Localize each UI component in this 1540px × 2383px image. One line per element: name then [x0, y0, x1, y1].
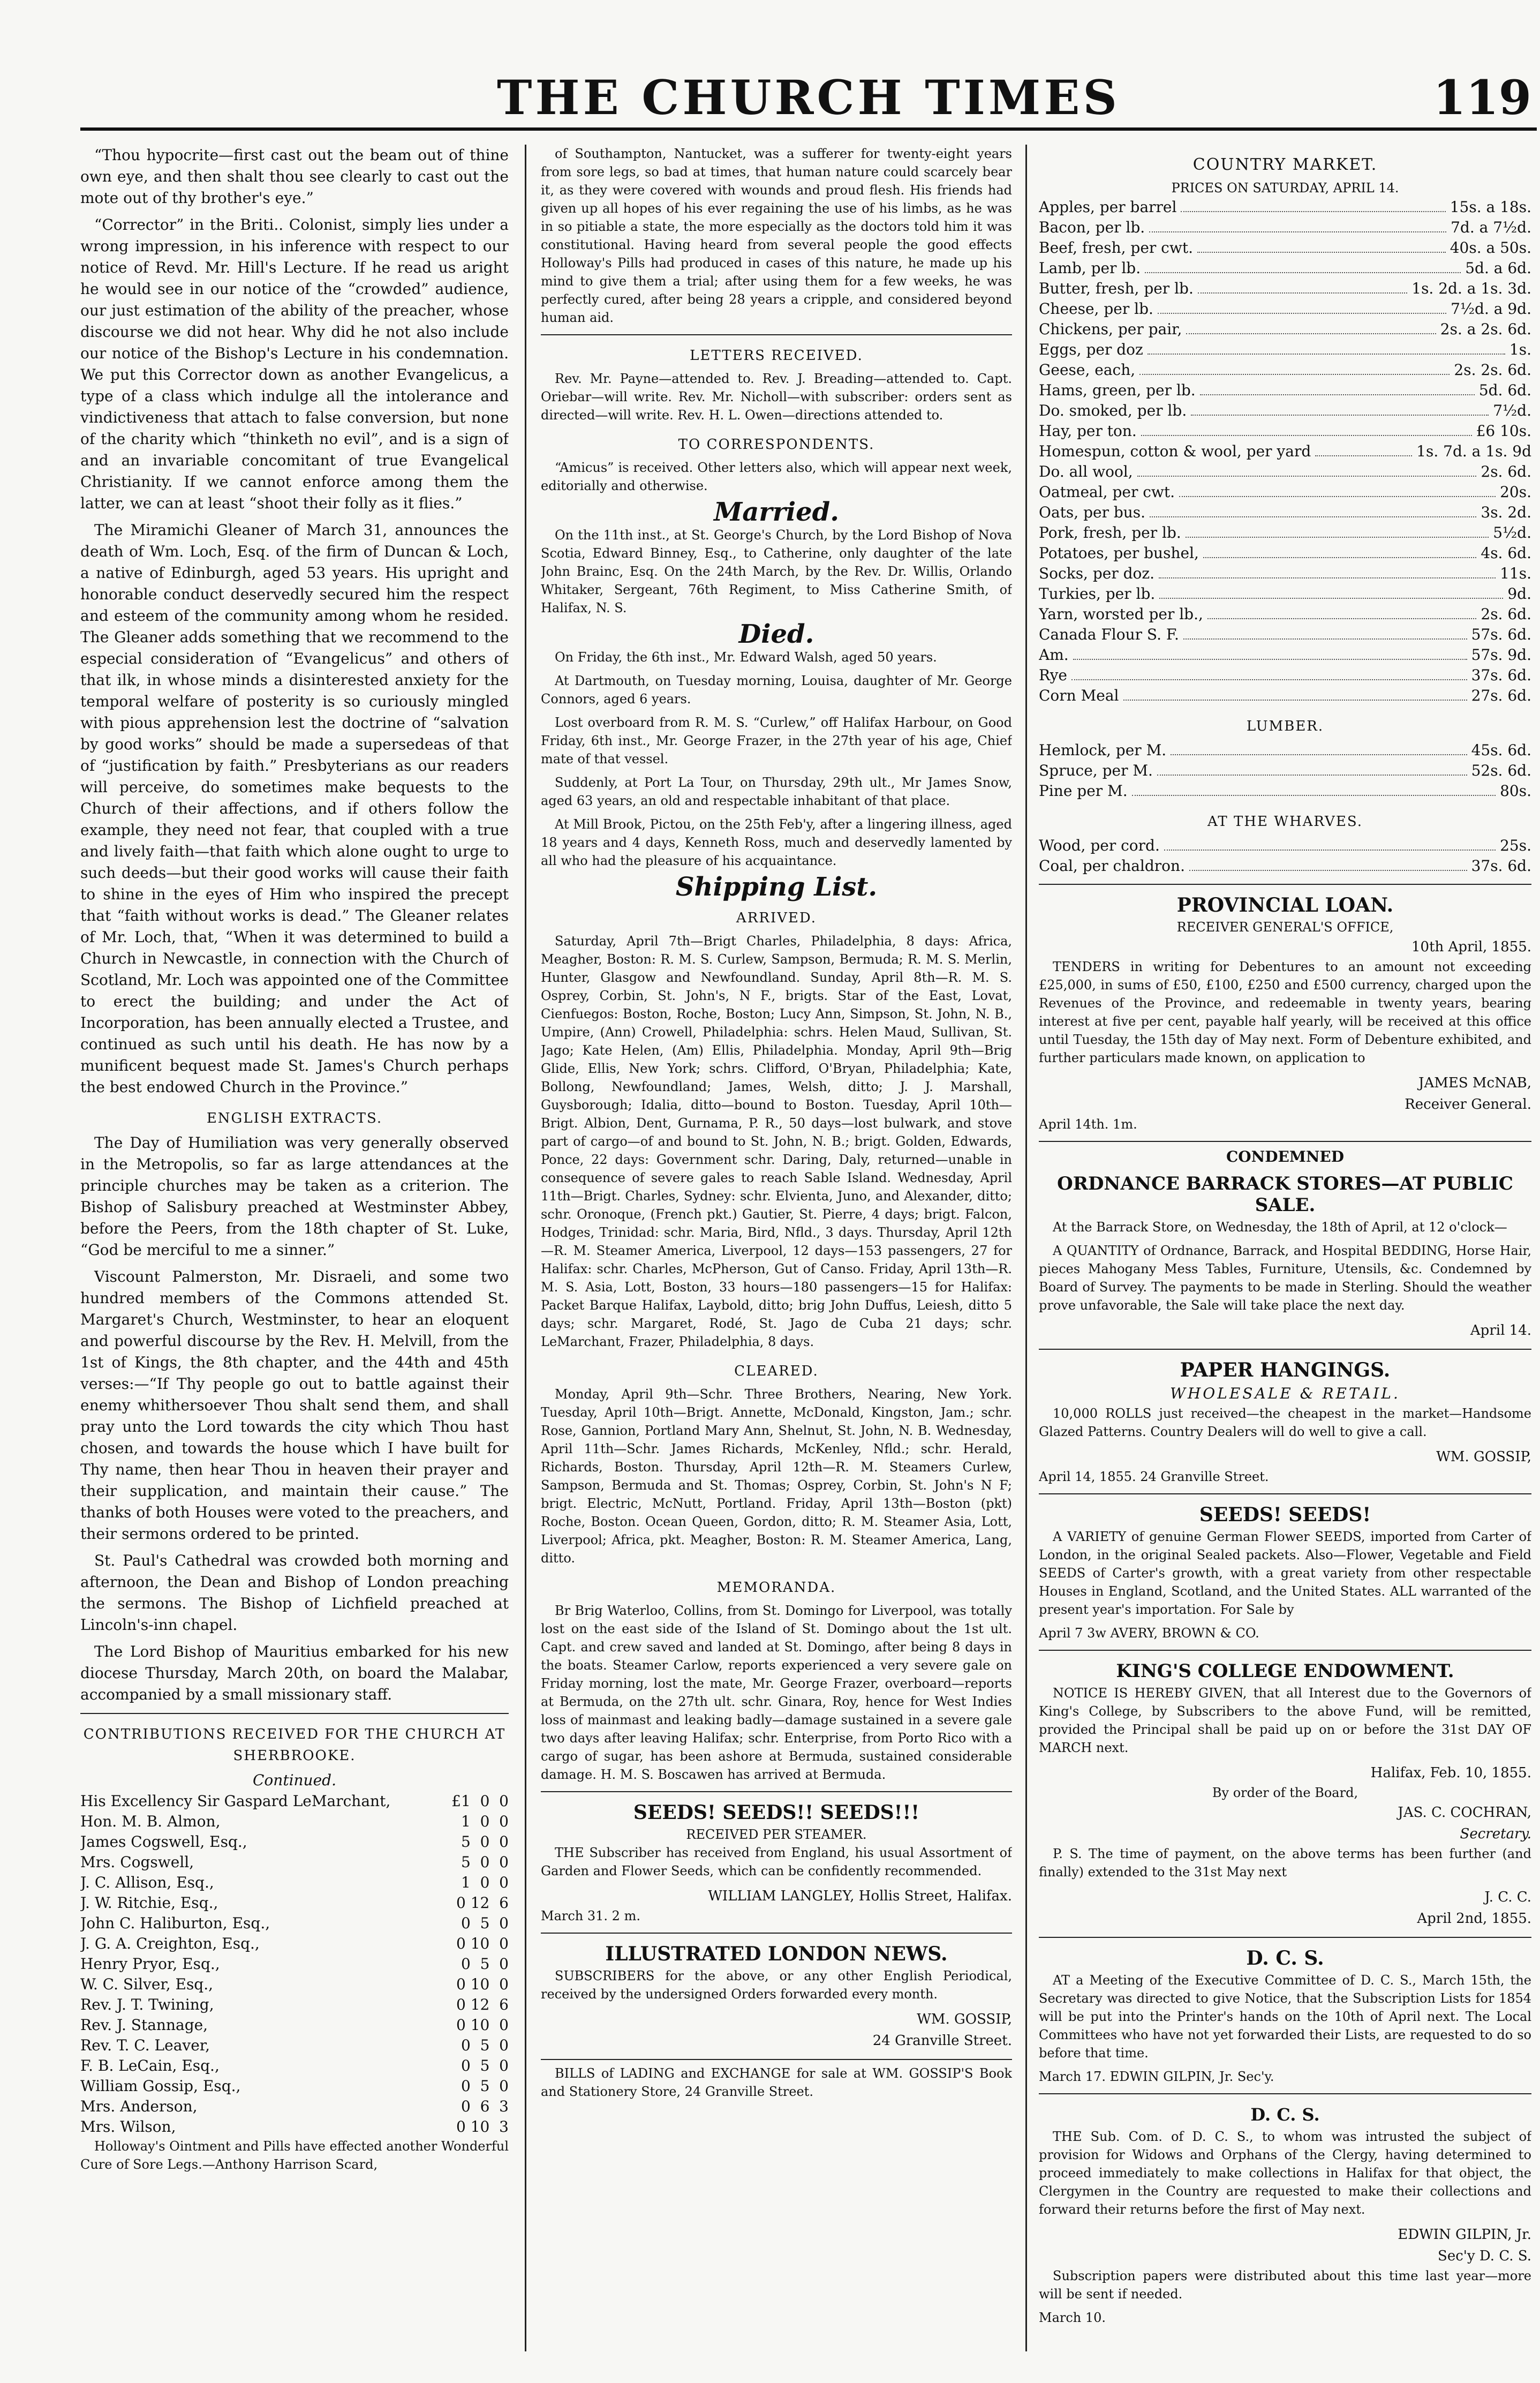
contribution-row-label: J. W. Ritchie, Esq.,	[80, 1894, 218, 1912]
contribution-row-value: £1 0 0	[451, 1792, 509, 1810]
loan-signature-title: Receiver General.	[1405, 1096, 1531, 1112]
market-row-value: 5½d.	[1493, 524, 1531, 542]
letters-received-heading: LETTERS RECEIVED.	[690, 348, 863, 364]
leader-dots	[1073, 645, 1467, 660]
contribution-row-value: 0 10 0	[456, 1975, 509, 1993]
leader-dots	[1139, 360, 1450, 375]
contribution-row	[80, 2117, 509, 2137]
lumber-row-label: Hemlock, per M.	[1039, 741, 1167, 759]
market-row-label: Beef, fresh, per cwt.	[1039, 239, 1193, 257]
market-row-value: 2s. 2s. 6d.	[1454, 361, 1531, 379]
lumber-row	[1039, 740, 1531, 761]
contribution-row-label: His Excellency Sir Gaspard LeMarchant,	[80, 1792, 391, 1810]
leader-dots	[1071, 665, 1467, 680]
contribution-row-value: 0 6 3	[461, 2098, 509, 2115]
lumber-row-value: 52s. 6d.	[1471, 762, 1531, 779]
market-row-value: 1s. 7d. a 1s. 9d	[1416, 442, 1531, 460]
leader-dots	[1158, 299, 1446, 314]
leader-dots	[1171, 740, 1467, 755]
contributions-list	[80, 1791, 509, 2137]
paragraph-palmerston: Viscount Palmerston, Mr. Disraeli, and some two hundred members of the Commons attended St. Margaret's Church, Westminster, to hear an eloquent and powerful discourse by the Rev. H. Melvill, from the 1st of Kings, the 8th chapter, and the 44th and 45th verses:—“If Thy people go out to battle against their enemy whithersoever Thou shalt send them, and shall pray unto the Lord towards the city which Thou hast chosen, and towards the house which I have built for Thy name, then hear Thou in heaven their prayer and their supplication, and maintain their cause.” The thanks of both Houses were voted to the preachers, and their sermons ordered to be printed.	[80, 1268, 509, 1543]
contribution-row-label: Rev. J. T. Twining,	[80, 1996, 214, 2013]
market-row-label: Turkies, per lb.	[1039, 585, 1156, 603]
market-row-value: 57s. 9d.	[1471, 646, 1531, 664]
lumber-row-value: 80s.	[1500, 782, 1531, 800]
newspaper-title: THE CHURCH TIMES	[497, 70, 1120, 125]
contribution-row-label: Rev. T. C. Leaver,	[80, 2036, 210, 2054]
contribution-row-label: Mrs. Cogswell,	[80, 1853, 194, 1871]
contribution-row	[80, 2056, 509, 2076]
market-row-value: 4s. 6d.	[1481, 544, 1531, 562]
market-row	[1039, 523, 1531, 543]
leader-dots	[1157, 761, 1467, 776]
contribution-row	[80, 1832, 509, 1852]
contributions-continued: Continued.	[253, 1771, 336, 1789]
leader-dots	[1189, 856, 1467, 871]
market-row	[1039, 584, 1531, 604]
contribution-row-label: William Gossip, Esq.,	[80, 2077, 241, 2095]
contribution-row-label: J. C. Allison, Esq.,	[80, 1874, 214, 1891]
kings-college-heading: KING'S COLLEGE ENDOWMENT.	[1116, 1660, 1454, 1682]
arrived-list: Saturday, April 7th—Brigt Charles, Philadelphia, 8 days: Africa, Meagher, Boston: R. M. S. Curlew, Sampson, Bermuda; R. M. S. Merlin, Hunter, Glasgow and Newfoundland. Sunday, April 8th—R. M. S. Osprey, Corbin, St. John's, N F., brigts. Star of the East, Lovat, Cienfuegos: Boston, Roche, Boston; Lucy Ann, Simpson, St. John, N. B., Umpire, (Ann) Crowell, Philadelphia: schrs. Helen Maud, Sullivan, St. Jago; Kate Helen, (Am) Ellis, Philadelphia. Monday, April 9th—Brig Glide, Ellis, New York; schrs. Clifford, O'Bryan, Philadelphia; Kate, Bollong, Newfoundland; James, Welsh, ditto; J. J. Marshall, Guysborough; Idalia, ditto—bound to Boston. Tuesday, April 10th—Brigt. Albion, Dent, Gurnama, P. R., 50 days—lost bulwark, and stove part of cargo—of and bound to St. John, N. B.; brigt. Golden, Edwards, Ponce, 22 days: Government schr. Daring, Daly, returned—unable in consequence of severe gales to reach Sable Island. Wednesday, April 11th—Brigt. Charles, Sydney: schr. Elvienta, Juno, and Alexander, ditto; schr. Oronoque, (French pkt.) Gautier, St. Pierre, 4 days; brigt. Falcon, Hodges, Trinidad: schr. Maria, Bird, Nfld., 3 days. Thursday, April 12th—R. M. Steamer America, Liverpool, 12 days—153 passengers, 27 for Halifax: schr. Charles, McPherson, Gut of Canso. Friday, April 13th—R. M. S. Asia, Lott, Boston, 33 hours—180 passengers—15 for Halifax: Packet Barque Halifax, Laybold, ditto; brig John Duffus, Leiesh, ditto 5 days; schr. Margaret, Rodé, St. Jago de Cuba 21 days; schr. LeMarchant, Frazer, Philadelphia, 8 days.	[541, 934, 1012, 1349]
leader-dots	[1150, 502, 1476, 517]
market-row	[1039, 502, 1531, 523]
leader-dots	[1197, 238, 1446, 253]
illustrated-london-news-advert	[541, 1933, 1012, 2051]
contribution-row	[80, 2076, 509, 2096]
died-notice-3: Lost overboard from R. M. S. “Curlew,” off Halifax Harbour, on Good Friday, 6th inst., Mr. George Frazer, in the 27th year of his age, Chief mate of that vessel.	[541, 715, 1012, 766]
loan-office: RECEIVER GENERAL'S OFFICE,	[1176, 920, 1394, 935]
column-rule	[525, 145, 526, 2351]
wharves-row-value: 25s.	[1500, 837, 1531, 854]
market-row-label: Am.	[1039, 646, 1069, 664]
market-row-value: 1s.	[1509, 341, 1531, 358]
market-row-label: Homespun, cotton & wool, per yard	[1039, 442, 1311, 460]
wharves-price-list	[1039, 836, 1531, 876]
seeds-date: March 31. 2 m.	[541, 1908, 640, 1923]
paragraph-bishop-mauritius: The Lord Bishop of Mauritius embarked for his new diocese Thursday, March 20th, on board the Malabar, accompanied by a small missionary staff.	[80, 1643, 509, 1703]
contribution-row	[80, 1852, 509, 1873]
market-row-label: Eggs, per doz	[1039, 341, 1143, 358]
market-row	[1039, 543, 1531, 563]
leader-dots	[1148, 340, 1505, 355]
kings-college-advert	[1039, 1650, 1531, 1929]
provincial-loan-advert	[1039, 884, 1531, 1133]
newspaper-page	[80, 64, 1537, 2367]
market-row	[1039, 380, 1531, 401]
kings-college-ps-signature: J. C. C.	[1484, 1889, 1531, 1905]
dcs-body: AT a Meeting of the Executive Committee of D. C. S., March 15th, the Secretary was directed to give Notice, that the Subscription Lists for 1854 will be put into the Printer's hands on the 10th of April next. The Local Committees who have not yet forwarded their Lists, are requested to do so before that time.	[1039, 1973, 1531, 2061]
died-notice-5: At Mill Brook, Pictou, on the 25th Feb'y, after a lingering illness, aged 18 years and 4 days, Kenneth Ross, much and deservedly lamented by all who had the pleasure of his acquaintance.	[541, 817, 1012, 868]
market-row-value: 3s. 2d.	[1481, 503, 1531, 521]
letters-received: Rev. Mr. Payne—attended to. Rev. J. Breading—attended to. Capt. Oriebar—will write. Rev. Mr. Nicholl—with subscriber: orders sent as directed—will write. Rev. H. L. Owen—directions attended to.	[541, 371, 1012, 423]
contribution-row-value: 0 12 6	[456, 1996, 509, 2013]
contribution-row	[80, 1974, 509, 1995]
market-row-value: 27s. 6d.	[1471, 687, 1531, 704]
kings-college-secretary: Secretary.	[1460, 1826, 1531, 1842]
leader-dots	[1179, 482, 1496, 497]
married-notices: On the 11th inst., at St. George's Church, by the Lord Bishop of Nova Scotia, Edward Binney, Esq., to Catherine, only daughter of the late John Brainc, Esq. On the 24th March, by the Rev. Dr. Willis, Orlando Whitaker, Sergeant, 76th Regiment, to Miss Catherine Smith, of Halifax, N. S.	[541, 528, 1012, 615]
market-row-label: Oatmeal, per cwt.	[1039, 483, 1175, 501]
leader-dots	[1145, 258, 1461, 273]
divider	[80, 1713, 509, 1714]
lumber-price-list	[1039, 740, 1531, 801]
column-rule	[1025, 145, 1027, 2351]
market-row-label: Potatoes, per bushel,	[1039, 544, 1199, 562]
kings-college-order: By order of the Board,	[1212, 1785, 1358, 1800]
married-heading: Married.	[714, 497, 839, 527]
market-row-label: Oats, per bus.	[1039, 503, 1146, 521]
contribution-row-value: 0 5 0	[461, 2057, 509, 2074]
leader-dots	[1207, 604, 1476, 619]
loan-footer: April 14th. 1m.	[1039, 1117, 1137, 1132]
leader-dots	[1315, 441, 1412, 456]
died-notice-1: On Friday, the 6th inst., Mr. Edward Walsh, aged 50 years.	[555, 650, 937, 665]
leader-dots	[1183, 625, 1467, 640]
contribution-row	[80, 2096, 509, 2117]
market-row	[1039, 421, 1531, 441]
market-row-label: Lamb, per lb.	[1039, 259, 1141, 277]
lumber-row-label: Spruce, per M.	[1039, 762, 1153, 779]
contribution-row	[80, 1791, 509, 1811]
contribution-row-value: 1 0 0	[461, 1813, 509, 1830]
seeds-signature: WILLIAM LANGLEY, Hollis Street, Halifax.	[708, 1888, 1012, 1904]
paper-hangings-heading: PAPER HANGINGS.	[1180, 1359, 1391, 1381]
market-row	[1039, 279, 1531, 299]
leader-dots	[1186, 319, 1436, 334]
contribution-row-value: 0 5 0	[461, 1914, 509, 1932]
contribution-row-value: 0 12 6	[456, 1894, 509, 1912]
dcs-footer: March 17. EDWIN GILPIN, Jr. Sec'y.	[1039, 2069, 1274, 2084]
market-row	[1039, 401, 1531, 421]
market-row	[1039, 238, 1531, 258]
english-extracts-heading: ENGLISH EXTRACTS.	[206, 1110, 383, 1126]
lumber-row-label: Pine per M.	[1039, 782, 1128, 800]
wharves-row-value: 37s. 6d.	[1471, 857, 1531, 875]
market-row	[1039, 686, 1531, 706]
market-row-value: 2s. 6d.	[1481, 463, 1531, 480]
dcs2-footer: Subscription papers were distributed about this time last year—more will be sent if needed.	[1039, 2268, 1531, 2302]
market-row-label: Chickens, per pair,	[1039, 320, 1182, 338]
market-row	[1039, 645, 1531, 665]
market-row-label: Apples, per barrel	[1039, 198, 1177, 216]
dcs-widows-advert	[1039, 2093, 1531, 2327]
dcs-heading: D. C. S.	[1246, 1947, 1324, 1969]
divider	[541, 334, 1012, 335]
contribution-row	[80, 1995, 509, 2015]
leader-dots	[1198, 279, 1407, 294]
market-row	[1039, 299, 1531, 319]
paragraph-day-of-humiliation: The Day of Humiliation was very generally observed in the Metropolis, so far as large attendances at the principle churches may be taken as a criterion. The Bishop of Salisbury preached at Westminster Abbey, before the Peers, from the 18th chapter of St. Luke, “God be merciful to me a sinner.”	[80, 1134, 509, 1259]
paper-hangings-footer: April 14, 1855. 24 Granville Street.	[1039, 1469, 1269, 1484]
flower-seeds-body: A VARIETY of genuine German Flower SEEDS, imported from Carter of London, in the original Sealed packets. Also—Flower, Vegetable and Field SEEDS of Carter's growth, with a great variety from other respectable Houses in England, Scotland, and the United States. ALL warranted of the present year's importation. For Sale by	[1039, 1529, 1531, 1617]
paper-hangings-body: 10,000 ROLLS just received—the cheapest in the market—Handsome Glazed Patterns. Country Dealers will do well to give a call.	[1039, 1406, 1531, 1439]
contribution-row-value: 5 0 0	[461, 1833, 509, 1851]
country-market-heading: COUNTRY MARKET.	[1192, 155, 1378, 174]
correspondents-text: “Amicus” is received. Other letters also, which will appear next week, editorially and otherwise.	[541, 460, 1012, 493]
wharves-row-label: Wood, per cord.	[1039, 837, 1160, 854]
contribution-row-value: 0 5 0	[461, 2077, 509, 2095]
contribution-row-value: 0 10 0	[456, 2016, 509, 2034]
market-row-label: Canada Flour S. F.	[1039, 626, 1179, 643]
lumber-row	[1039, 781, 1531, 801]
column-3	[1039, 145, 1531, 2357]
market-row-value: 7½d.	[1493, 402, 1531, 419]
kings-college-ps: P. S. The time of payment, on the above terms has been further (and finally) extended to the 31st May next	[1039, 1846, 1531, 1880]
ordnance-intro: At the Barrack Store, on Wednesday, the 18th of April, at 12 o'clock—	[1053, 1220, 1507, 1235]
contribution-row-label: F. B. LeCain, Esq.,	[80, 2057, 220, 2074]
masthead-rule	[80, 127, 1537, 131]
contributions-heading: CONTRIBUTIONS RECEIVED FOR THE CHURCH AT SHERBROOKE.	[83, 1726, 506, 1764]
leader-dots	[1123, 686, 1467, 701]
market-row	[1039, 625, 1531, 645]
ordnance-body: A QUANTITY of Ordnance, Barrack, and Hospital BEDDING, Horse Hair, pieces Mahogany Mess Tables, Furniture, Utensils, &c. Condemned by Board of Survey. The payments to be made in Sterling. Should the weather prove unfavorable, the Sale will take place the next day.	[1039, 1243, 1531, 1313]
flower-seeds-footer: April 7 3w AVERY, BROWN & CO.	[1039, 1626, 1259, 1641]
dcs-meeting-advert	[1039, 1937, 1531, 2086]
contribution-row	[80, 1934, 509, 1954]
market-row	[1039, 482, 1531, 502]
market-row-label: Bacon, per lb.	[1039, 219, 1145, 236]
flower-seeds-advert	[1039, 1493, 1531, 1642]
correspondents-heading: TO CORRESPONDENTS.	[678, 437, 875, 453]
flower-seeds-heading: SEEDS! SEEDS!	[1199, 1504, 1371, 1526]
masthead	[80, 64, 1537, 129]
leader-dots	[1186, 523, 1489, 538]
wharves-row	[1039, 856, 1531, 876]
died-notice-2: At Dartmouth, on Tuesday morning, Louisa, daughter of Mr. George Connors, aged 6 years.	[541, 673, 1012, 706]
contribution-row-label: W. C. Silver, Esq.,	[80, 1975, 214, 1993]
bills-text: BILLS of LADING and EXCHANGE for sale at WM. GOSSIP'S Book and Stationery Store, 24 Granville Street.	[541, 2066, 1012, 2099]
market-row-label: Hams, green, per lb.	[1039, 381, 1196, 399]
contribution-row-label: Mrs. Wilson,	[80, 2118, 176, 2136]
iln-heading: ILLUSTRATED LONDON NEWS.	[605, 1943, 948, 1965]
market-row-value: 11s.	[1500, 565, 1531, 582]
market-row-label: Butter, fresh, per lb.	[1039, 280, 1194, 297]
leader-dots	[1203, 543, 1476, 558]
lumber-heading: LUMBER.	[1246, 718, 1324, 734]
market-row	[1039, 360, 1531, 380]
page-number: 119	[1433, 70, 1531, 125]
lumber-row-value: 45s. 6d.	[1471, 741, 1531, 759]
market-row-value: 5d. 6d.	[1478, 381, 1531, 399]
leader-dots	[1149, 217, 1446, 232]
market-row-value: 2s. 6d.	[1481, 605, 1531, 623]
died-heading: Died.	[738, 619, 814, 649]
cleared-heading: CLEARED.	[734, 1363, 819, 1379]
kings-college-signature: JAS. C. COCHRAN,	[1398, 1805, 1531, 1821]
lumber-row	[1039, 761, 1531, 781]
cleared-list: Monday, April 9th—Schr. Three Brothers, Nearing, New York. Tuesday, April 10th—Brigt. Annette, McDonald, Kingston, Jam.; schr. Rose, Gannion, Portland Mary Ann, Shelnut, St. John, N. B. Wednesday, April 11th—Schr. James Richards, McKenley, Nfld.; schr. Herald, Richards, Boston. Thursday, April 12th—R. M. Steamers Curlew, Sampson, Bermuda and St. Thomas; Osprey, Corbin, St. John's N F; brigt. Electric, McNutt, Portland. Friday, April 13th—Boston (pkt) Roche, Boston. Ocean Queen, Gordon, ditto; R. M. Steamer Asia, Lott, Liverpool; Africa, pkt. Meagher, Boston: R. M. Steamer America, Lang, ditto.	[541, 1387, 1012, 1566]
leader-dots	[1159, 584, 1503, 599]
market-row	[1039, 441, 1531, 462]
leader-dots	[1141, 421, 1472, 436]
kings-college-ps-date: April 2nd, 1855.	[1417, 1911, 1531, 1927]
market-row-value: 5d. a 6d.	[1465, 259, 1531, 277]
died-notice-4: Suddenly, at Port La Tour, on Thursday, 29th ult., Mr James Snow, aged 63 years, an old and respectable inhabitant of that place.	[541, 775, 1012, 808]
market-row-label: Do. all wool,	[1039, 463, 1133, 480]
bills-advert	[541, 2059, 1012, 2101]
seeds-body: THE Subscriber has received from England, his usual Assortment of Garden and Flower Seeds, which can be confidently recommended.	[541, 1845, 1012, 1878]
market-row-label: Pork, fresh, per lb.	[1039, 524, 1181, 542]
loan-signature: JAMES McNAB,	[1418, 1075, 1531, 1091]
paper-hangings-advert	[1039, 1349, 1531, 1486]
market-row	[1039, 319, 1531, 340]
market-row	[1039, 340, 1531, 360]
market-row-label: Hay, per ton.	[1039, 422, 1137, 440]
paragraph-hypocrite-quote: “Thou hypocrite—first cast out the beam out of thine own eye, and then shalt thou see clearly to cast out the mote out of thy brother's eye.”	[80, 146, 509, 207]
ordnance-date: April 14.	[1470, 1322, 1531, 1339]
memoranda-heading: MEMORANDA.	[716, 1580, 836, 1596]
market-row-value: 2s. a 2s. 6d.	[1440, 320, 1531, 338]
holloway-advert-continued: of Southampton, Nantucket, was a sufferer for twenty-eight years from sore legs, so bad at times, that human nature could scarcely bear it, as they were covered with wounds and proud flesh. His friends had given up all hopes of his ever regaining the use of his limbs, as he was in so pitiable a state, the more especially as the doctors told him it was constitutional. Having heard from several people the good effects Holloway's Pills had produced in cases of this nature, he made up his mind to give them a trial; after using them for a few weeks, he was perfectly cured, after being 28 years a cripple, and considered beyond human aid.	[541, 146, 1012, 325]
market-row-value: 57s. 6d.	[1471, 626, 1531, 643]
contribution-row	[80, 1873, 509, 1893]
paragraph-st-pauls: St. Paul's Cathedral was crowded both morning and afternoon, the Dean and Bishop of London preaching the sermons. The Bishop of Lichfield preached at Lincoln's-inn chapel.	[80, 1552, 509, 1634]
iln-body: SUBSCRIBERS for the above, or any other English Periodical, received by the undersigned Orders forwarded every month.	[541, 1968, 1012, 2002]
contribution-row-value: 5 0 0	[461, 1853, 509, 1871]
contribution-row	[80, 1913, 509, 1934]
market-price-list	[1039, 197, 1531, 706]
dcs2-signature-title: Sec'y D. C. S.	[1438, 2248, 1531, 2264]
arrived-heading: ARRIVED.	[736, 910, 817, 926]
contribution-row	[80, 1893, 509, 1913]
market-row-value: 40s. a 50s.	[1450, 239, 1531, 257]
contribution-row-label: Rev. J. Stannage,	[80, 2016, 208, 2034]
market-row-value: 7d. a 7½d.	[1451, 219, 1531, 236]
market-row	[1039, 665, 1531, 686]
ordnance-heading: ORDNANCE BARRACK STORES—AT PUBLIC SALE.	[1057, 1173, 1513, 1216]
kings-college-date: Halifax, Feb. 10, 1855.	[1370, 1765, 1531, 1781]
seeds-heading: SEEDS! SEEDS!! SEEDS!!!	[633, 1801, 920, 1824]
memoranda-text: Br Brig Waterloo, Collins, from St. Domingo for Liverpool, was totally lost on the east side of the Island of St. Domingo about the 1st ult. Capt. and crew saved and landed at St. Domingo, after being 8 days in the boats. Steamer Carlow, reports experienced a very severe gale on Friday morning, lost the mate, Mr. George Frazer, overboard—reports at Bermuda, on the 27th ult. schr. Ginara, Roy, hence for West Indies loss of mainmast and leaking badly—damage sustained in a severe gale two days after leaving Halifax; schr. Enterprise, from Porto Rico with a cargo of sugar, has been ashore at Bermuda, sustained considerable damage. H. M. S. Boscawen has arrived at Bermuda.	[541, 1603, 1012, 1782]
paragraph-corrector: “Corrector” in the Briti.. Colonist, simply lies under a wrong impression, in his inference with respect to our notice of Revd. Mr. Hill's Lecture. If he read us aright he would see in our notice of the “crowded” audience, our just estimation of the ability of the preacher, whose discourse we did not hear. Why did he not also include our notice of the Bishop's Lecture in his condemnation. We put this Corrector down as another Evangelicus, a type of a class which indulge all the intolerance and vindictiveness that attach to false conversion, but none of the charity which “thinketh no evil”, and is a sign of and an invariable concomitant of true Evangelical Christianity. If we cannot enforce among them the latter, we can at least “shoot their folly as it flies.”	[80, 216, 509, 512]
leader-dots	[1137, 462, 1477, 477]
market-row-value: 20s.	[1500, 483, 1531, 501]
iln-address: 24 Granville Street.	[872, 2033, 1012, 2049]
leader-dots	[1159, 563, 1496, 578]
contribution-row-label: James Cogswell, Esq.,	[80, 1833, 247, 1851]
wharves-row	[1039, 836, 1531, 856]
paper-hangings-subheading: WHOLESALE & RETAIL.	[1170, 1385, 1400, 1402]
paper-hangings-signature: WM. GOSSIP,	[1436, 1449, 1531, 1465]
holloway-advert: Holloway's Ointment and Pills have effected another Wonderful Cure of Sore Legs.—Anthony Harrison Scard,	[80, 2139, 509, 2172]
contribution-row-label: Mrs. Anderson,	[80, 2098, 198, 2115]
market-date: PRICES ON SATURDAY, APRIL 14.	[1171, 181, 1399, 196]
market-row-value: 1s. 2d. a 1s. 3d.	[1411, 280, 1531, 297]
market-row	[1039, 462, 1531, 482]
market-row-label: Geese, each,	[1039, 361, 1136, 379]
ordnance-sale-advert	[1039, 1141, 1531, 1341]
dcs2-heading: D. C. S.	[1250, 2104, 1320, 2125]
market-row-label: Corn Meal	[1039, 687, 1119, 704]
market-row-label: Do. smoked, per lb.	[1039, 402, 1187, 419]
dcs2-date: March 10.	[1039, 2310, 1106, 2325]
market-row	[1039, 604, 1531, 625]
leader-dots	[1191, 401, 1489, 416]
market-row-value: 9d.	[1507, 585, 1531, 603]
market-row	[1039, 197, 1531, 217]
loan-date: 10th April, 1855.	[1411, 939, 1531, 955]
contribution-row-label: J. G. A. Creighton, Esq.,	[80, 1935, 260, 1952]
market-row-value: 15s. a 18s.	[1450, 198, 1531, 216]
contribution-row	[80, 1811, 509, 1832]
contribution-row-value: 0 5 0	[461, 2036, 509, 2054]
kings-college-body: NOTICE IS HEREBY GIVEN, that all Interest due to the Governors of King's College, by Subscribers to the above Fund, will be remitted, provided the Principal shall be paid up on or before the 31st DAY OF MARCH next.	[1039, 1686, 1531, 1755]
market-row	[1039, 217, 1531, 238]
paragraph-miramichi-gleaner: The Miramichi Gleaner of March 31, announces the death of Wm. Loch, Esq. of the firm of Duncan & Loch, a native of Edinburgh, aged 53 years. His upright and honorable conduct deservedly secured him the respect and esteem of the community among whom he resided. The Gleaner adds something that we recommend to the especial consideration of “Evangelicus” and others of that ilk, in whose minds a disinterested anxiety for the temporal welfare of posterity is so curiously mingled with pious apprehension lest the doctrine of “salvation by good works” should be made a supersedeas of that of “justification by faith.” Presbyterians as our readers will perceive, do sometimes make bequests to the Church of their affections, and if others follow the example, they need not fear, that coupled with a true and lively faith—that faith which alone ought to urge to such deeds—but their good works will cause their faith to shine in the eyes of Him who inspired the precept that “faith without works is dead.” The Gleaner relates of Mr. Loch, that, “When it was determined to build a Church in Newcastle, in connection with the Church of Scotland, Mr. Loch was appointed one of the Committee to erect the building; and under the Act of Incorporation, has been annually elected a Trustee, and continued as such until his death. He has now by a munificent bequest made St. James's Church perhaps the best endowed Church in the Province.”	[80, 521, 509, 1096]
provincial-loan-heading: PROVINCIAL LOAN.	[1176, 894, 1394, 916]
dcs2-body: THE Sub. Com. of D. C. S., to whom was intrusted the subject of provision for Widows and Orphans of the Clergy, having determined to proceed immediately to make collections in Halifax for that object, the Clergymen in the Country are requested to make their collections and forward their returns before the first of May next.	[1039, 2129, 1531, 2217]
contribution-row	[80, 2015, 509, 2035]
contribution-row-label: John C. Haliburton, Esq.,	[80, 1914, 270, 1932]
leader-dots	[1181, 197, 1445, 212]
contribution-row-value: 1 0 0	[461, 1874, 509, 1891]
market-row-value: £6 10s.	[1476, 422, 1531, 440]
leader-dots	[1200, 380, 1475, 395]
contribution-row-value: 0 10 3	[456, 2118, 509, 2136]
market-row	[1039, 563, 1531, 584]
wharves-row-label: Coal, per chaldron.	[1039, 857, 1185, 875]
leader-dots	[1164, 836, 1496, 851]
market-row-label: Yarn, worsted per lb.,	[1039, 605, 1203, 623]
leader-dots	[1132, 781, 1496, 796]
iln-signature: WM. GOSSIP,	[917, 2011, 1012, 2027]
shipping-list-heading: Shipping List.	[675, 872, 878, 902]
loan-body: TENDERS in writing for Debentures to an amount not exceeding £25,000, in sums of £50, £100, £250 and £500 currency, charged upon the Revenues of the Province, and redeemable in twenty years, bearing interest at five per cent, payable half yearly, will be received at this office until Tuesday, the 15th day of May next. Form of Debenture exhibited, and further particulars made known, on application to	[1039, 959, 1531, 1065]
market-row-value: 7½d. a 9d.	[1451, 300, 1531, 318]
column-1	[80, 145, 509, 2357]
contribution-row-label: Henry Pryor, Esq.,	[80, 1955, 220, 1973]
wharves-heading: AT THE WHARVES.	[1207, 814, 1363, 830]
market-row-value: 37s. 6d.	[1471, 666, 1531, 684]
dcs2-signature: EDWIN GILPIN, Jr.	[1398, 2227, 1531, 2243]
market-row-label: Socks, per doz.	[1039, 565, 1155, 582]
market-row-label: Cheese, per lb.	[1039, 300, 1153, 318]
market-row	[1039, 258, 1531, 279]
contribution-row	[80, 2035, 509, 2056]
contribution-row	[80, 1954, 509, 1974]
seeds-advert	[541, 1791, 1012, 1925]
condemned-label: CONDEMNED	[1226, 1148, 1345, 1166]
market-row-label: Rye	[1039, 666, 1067, 684]
contribution-row-label: Hon. M. B. Almon,	[80, 1813, 221, 1830]
column-2	[541, 145, 1012, 2357]
contribution-row-value: 0 10 0	[456, 1935, 509, 1952]
seeds-subheading: RECEIVED PER STEAMER.	[686, 1827, 867, 1842]
contribution-row-value: 0 5 0	[461, 1955, 509, 1973]
